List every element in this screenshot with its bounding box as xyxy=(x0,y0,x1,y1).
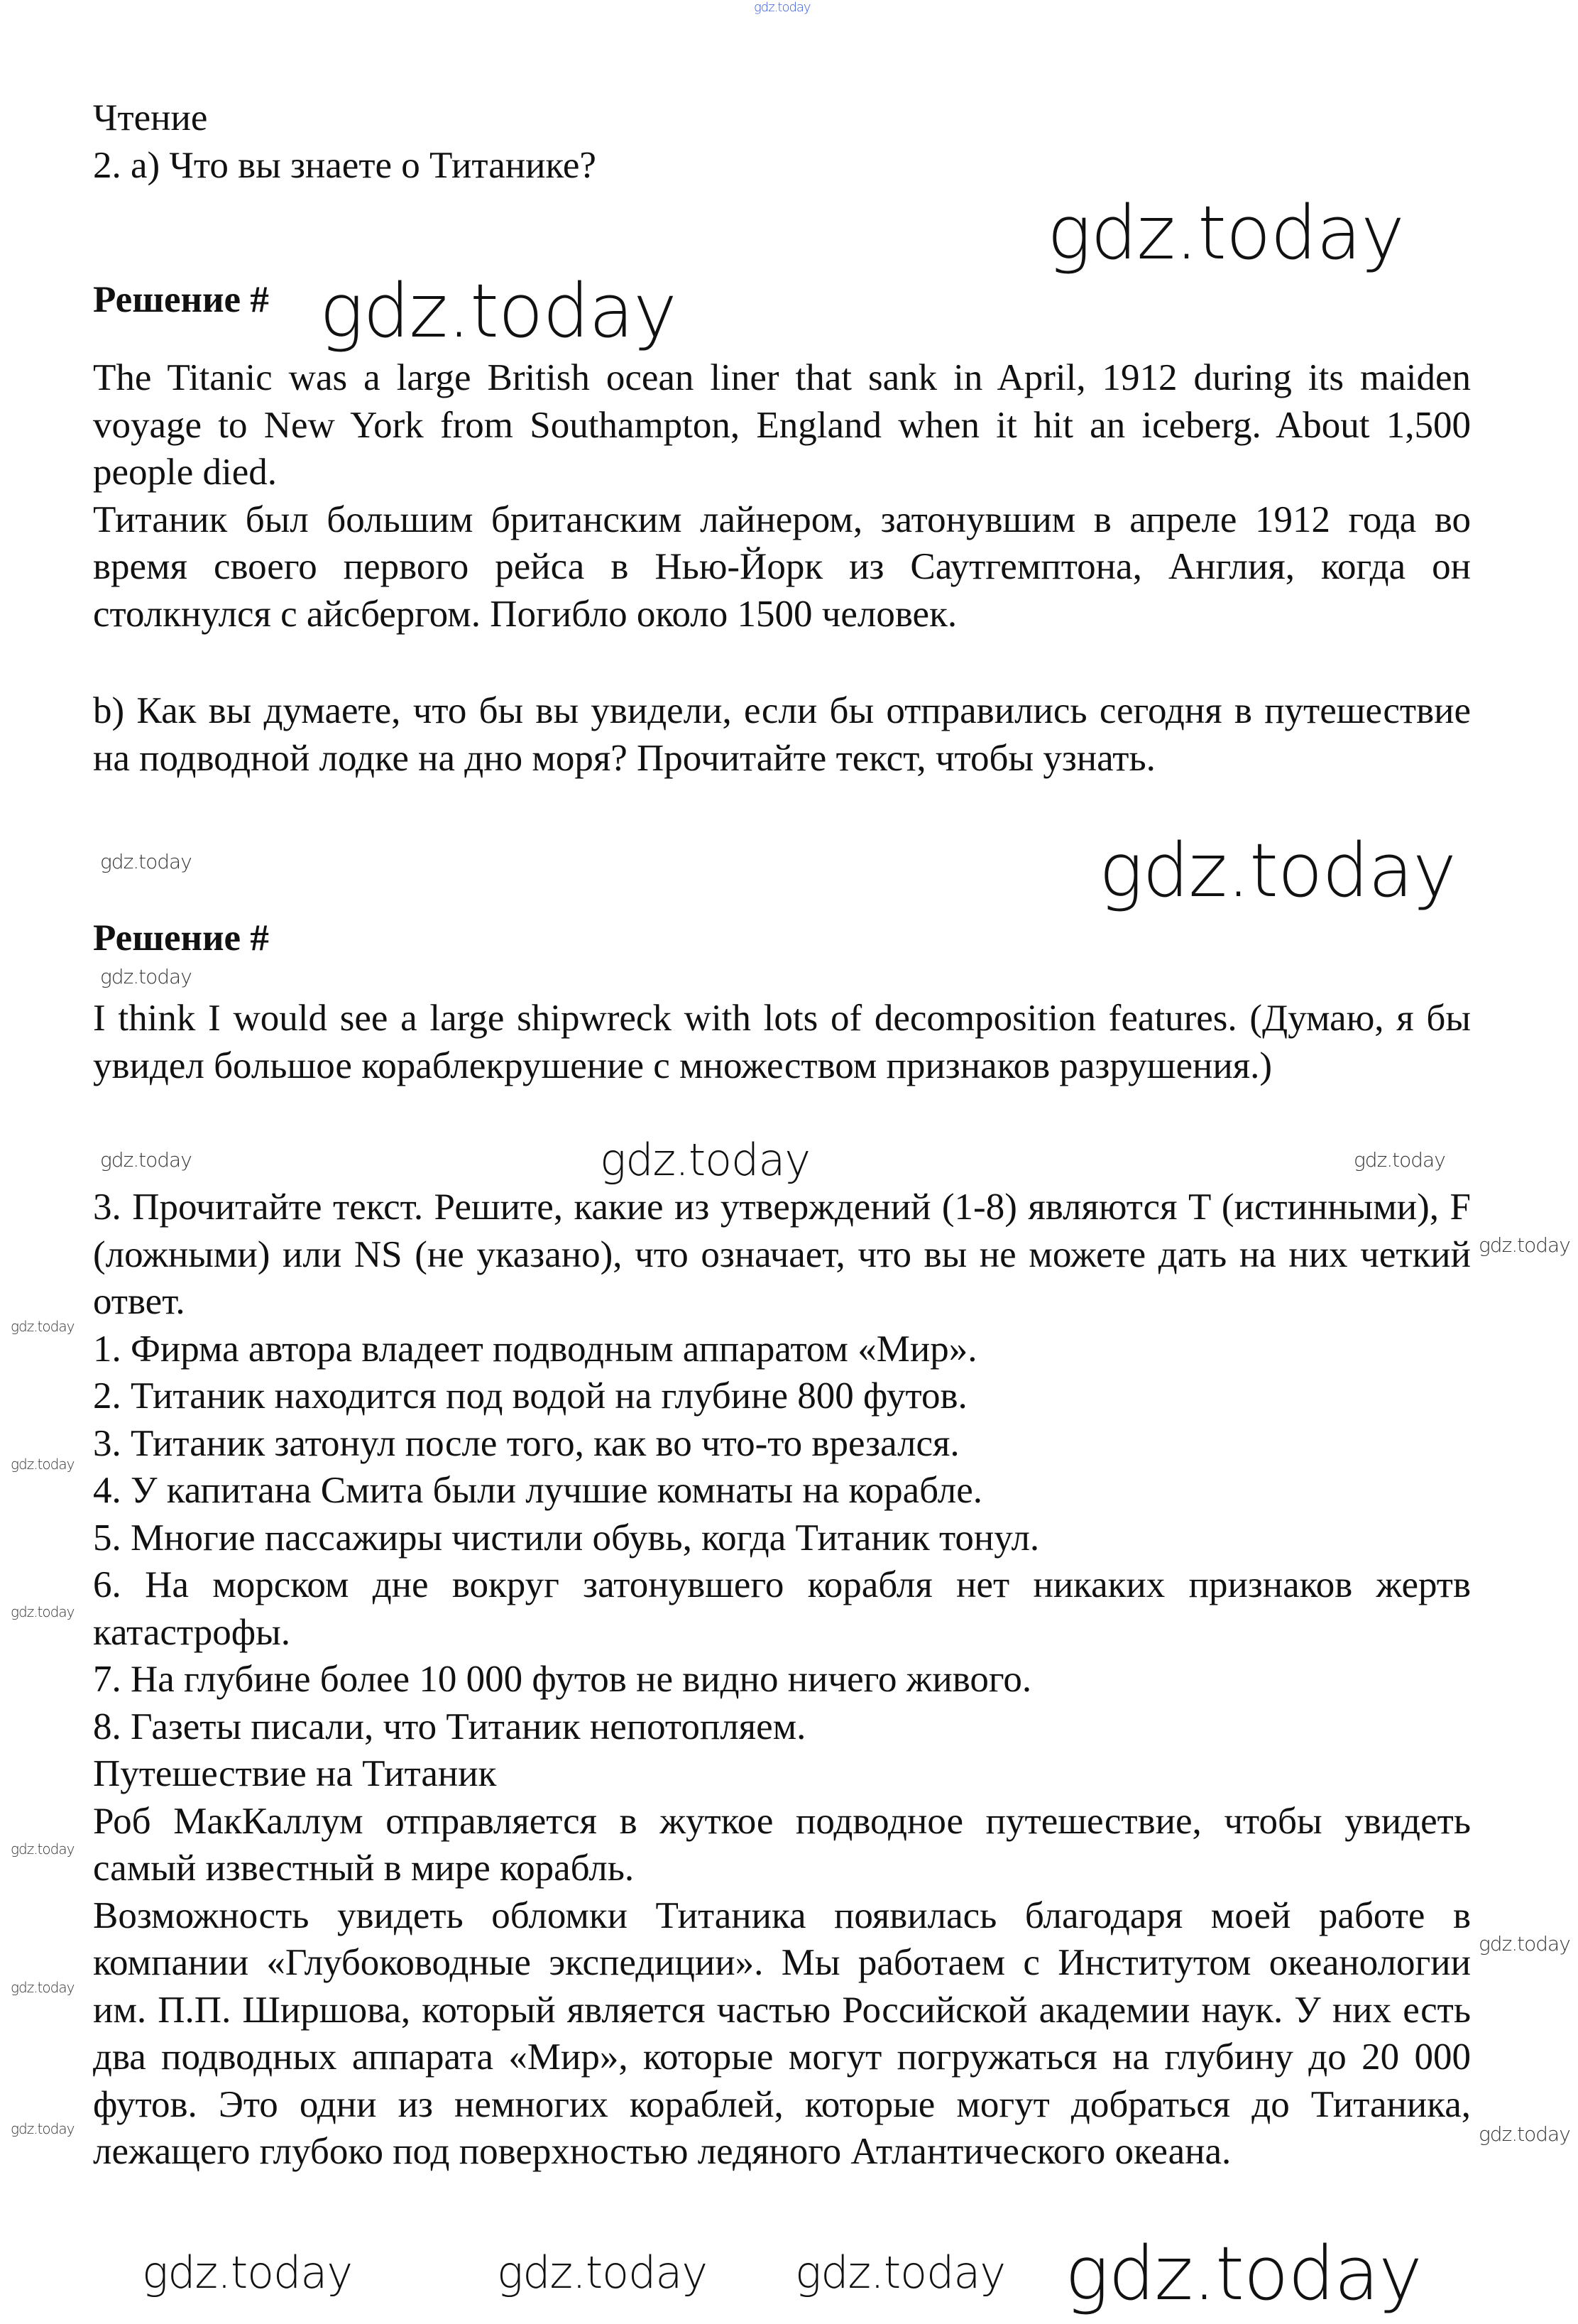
watermark: gdz.today xyxy=(1065,2230,1422,2317)
watermark: gdz.today xyxy=(100,965,192,988)
answer-2a-russian: Титаник был большим британским лайнером, затонувшим в апреле 1912 года во время своего первого рейса в Нью-Йорк из Саутгемптона, Англия, когда он столкнулся с айсбергом. Погибло около 1500 человек. xyxy=(93,498,1471,635)
statement-item: 5. Многие пассажиры чистили обувь, когда Титаник тонул. xyxy=(93,1517,1040,1559)
watermark: gdz.today xyxy=(11,1840,75,1857)
watermark: gdz.today xyxy=(1479,1932,1570,1955)
watermark: gdz.today xyxy=(1479,2122,1570,2146)
statement-item: 8. Газеты писали, что Титаник непотопляем. xyxy=(93,1706,806,1747)
question-2b: b) Как вы думаете, что бы вы увидели, если бы отправились сегодня в путешествие на подводной лодке на дно моря? Прочитайте текст, чтобы узнать. xyxy=(93,690,1471,779)
watermark: gdz.today xyxy=(1099,827,1456,914)
answer-2b: I think I would see a large shipwreck with lots of decomposition features. (Думаю, я бы увидел большое кораблекрушение с множеством признаков разрушения.) xyxy=(93,998,1471,1086)
watermark: gdz.today xyxy=(1479,1233,1570,1257)
text-body: Возможность увидеть обломки Титаника появилась благодаря моей работе в компании «Глубоководные экспедиции». Мы работаем с Институтом океанологии им. П.П. Ширшова, который является частью Российской академии наук. У них есть два подводных аппарата «Мир», которые могут погружаться на глубину до 20 000 футов. Это одни из немногих кораблей, которые могут добраться до Титаника, лежащего глубоко под поверхностью ледяного Атлантического океана. xyxy=(93,1894,1471,2172)
statement-item: 1. Фирма автора владеет подводным аппаратом «Мир». xyxy=(93,1328,977,1370)
solution-label: Решение # xyxy=(93,917,269,959)
watermark: gdz.today xyxy=(1047,190,1404,276)
question-2a: 2. a) Что вы знаете о Титанике? xyxy=(93,144,596,186)
statement-item: 7. На глубине более 10 000 футов не видно ничего живого. xyxy=(93,1659,1032,1700)
watermark: gdz.today xyxy=(795,2247,1006,2298)
watermark: gdz.today xyxy=(1354,1148,1445,1172)
watermark: gdz.today xyxy=(754,0,811,15)
watermark: gdz.today xyxy=(11,1979,75,1996)
watermark: gdz.today xyxy=(100,850,192,873)
statement-item: 3. Титаник затонул после того, как во что-то врезался. xyxy=(93,1422,960,1464)
task-3-block xyxy=(93,1184,1471,2176)
solution-label: Решение # xyxy=(93,279,269,320)
watermark: gdz.today xyxy=(497,2247,708,2298)
watermark: gdz.today xyxy=(11,1603,75,1620)
watermark: gdz.today xyxy=(11,1456,75,1473)
answer-2a-english: The Titanic was a large British ocean liner that sank in April, 1912 during its maiden voyage to New York from Southampton, England when it hit an iceberg. About 1,500 people died. xyxy=(93,357,1471,493)
text-title: Путешествие на Титаник xyxy=(93,1753,497,1794)
statement-item: 2. Титаник находится под водой на глубине 800 футов. xyxy=(93,1375,968,1417)
answer-2a xyxy=(93,354,1471,638)
text-intro: Роб МакКаллум отправляется в жуткое подводное путешествие, чтобы увидеть самый известный в мире корабль. xyxy=(93,1800,1471,1889)
task-3: 3. Прочитайте текст. Решите, какие из утверждений (1-8) являются T (истинными), F (ложными) или NS (не указано), что означает, что вы не можете дать на них четкий ответ. xyxy=(93,1186,1471,1322)
watermark: gdz.today xyxy=(142,2247,353,2298)
heading: Чтение xyxy=(93,97,208,138)
statement-item: 6. На морском дне вокруг затонувшего корабля нет никаких признаков жертв катастрофы. xyxy=(93,1564,1471,1653)
watermark: gdz.today xyxy=(11,2120,75,2137)
watermark: gdz.today xyxy=(100,1148,192,1172)
watermark: gdz.today xyxy=(600,1134,811,1186)
statement-item: 4. У капитана Смита были лучшие комнаты на корабле. xyxy=(93,1470,982,1511)
section-heading-block xyxy=(93,94,1471,189)
watermark: gdz.today xyxy=(11,1318,75,1335)
watermark: gdz.today xyxy=(319,268,676,354)
